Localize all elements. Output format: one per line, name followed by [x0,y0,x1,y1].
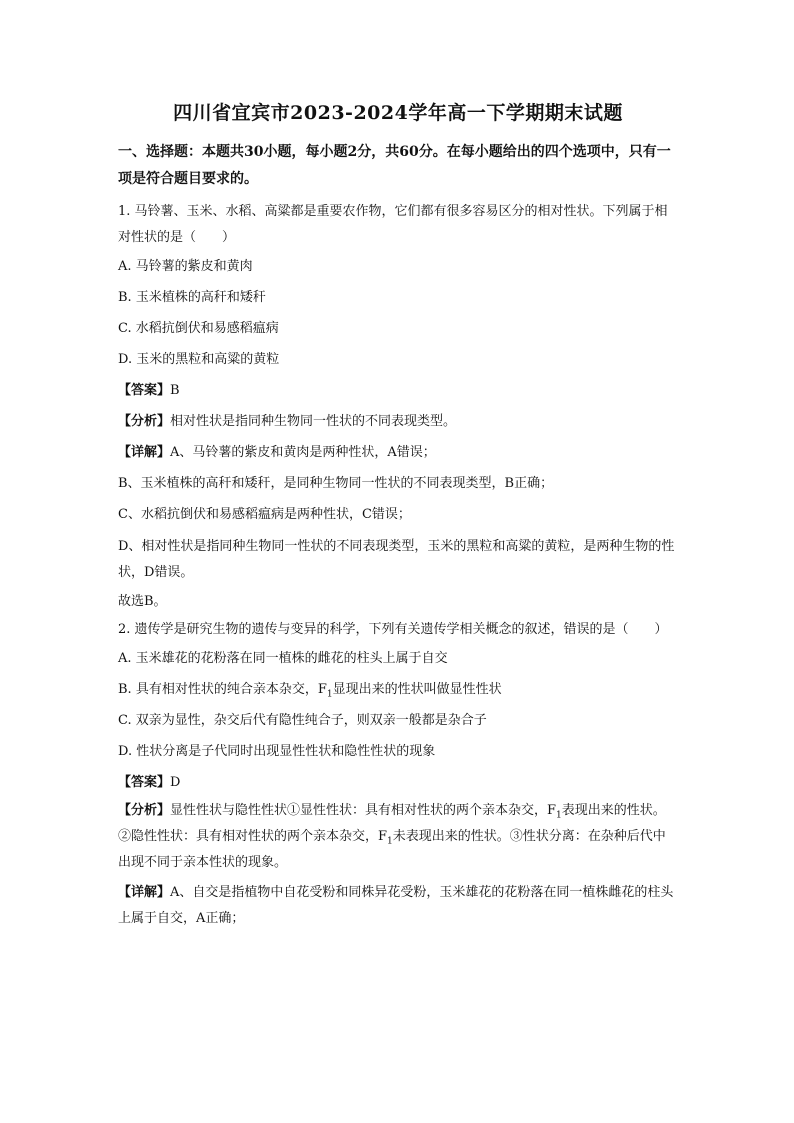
analysis-text: 显性性状与隐性性状①显性性状：具有相对性状的两个亲本杂交，F [170,803,557,818]
q2-option-d: D. 性状分离是子代同时出现显性性状和隐性性状的现象 [118,744,436,759]
analysis-text: 未表现出来的性状。③性状分离：在杂种后代中出现不同于亲本性状的现象。 [118,829,666,870]
q2-answer [118,767,678,798]
option-text: B. 具有相对性状的纯合亲本杂交，F [118,682,327,697]
question-1-stem: 1. 马铃薯、玉米、水稻、高粱都是重要农作物，它们都有很多容易区分的相对性状。下列属于相对性状的是（ ） [118,204,668,245]
page-title: 四川省宜宾市2023-2024学年高一下学期期末试题 [173,102,623,124]
subscript: 1 [556,810,562,821]
q1-analysis [118,406,678,437]
analysis-tag: 【分析】 [118,414,171,429]
question-2-stem: 2. 遗传学是研究生物的遗传与变异的科学，下列有关遗传学相关概念的叙述，错误的是（ ） [118,622,668,637]
analysis-text: 表现出来的性状。②隐性性状：具有相对性状的两个亲本杂交，F [118,803,666,844]
q2-option-b [118,674,678,705]
answer-value: D [170,775,181,790]
q1-answer [118,375,678,406]
q1-detail-c: C、水稻抗倒伏和易感稻瘟病是两种性状，C错误； [118,507,411,522]
q1-option-b: B. 玉米植株的高秆和矮秆 [118,290,266,305]
q1-conclusion: 故选B。 [118,594,167,609]
q1-option-c: C. 水稻抗倒伏和易感稻瘟病 [118,321,279,336]
q1-option-a: A. 马铃薯的紫皮和黄肉 [118,259,253,274]
q1-option-d: D. 玉米的黑粒和高粱的黄粒 [118,352,280,367]
analysis-tag: 【分析】 [118,803,171,818]
q1-detail-b: B、玉米植株的高秆和矮秆，是同种生物同一性状的不同表现类型，B正确； [118,476,554,491]
q1-detail-d: D、相对性状是指同种生物同一性状的不同表现类型，玉米的黑粒和高粱的黄粒，是两种生物的性状，D错误。 [118,539,675,580]
answer-tag: 【答案】 [118,775,171,790]
q2-detail [118,880,678,932]
section-heading: 一、选择题：本题共30小题，每小题2分，共60分。在每小题给出的四个选项中，只有一项是符合题目要求的。 [118,144,671,187]
option-text: 显现出来的性状叫做显性性状 [332,682,502,697]
detail-tag: 【详解】 [118,445,171,460]
question-1 [118,199,678,617]
analysis-text: 相对性状是指同种生物同一性状的不同表现类型。 [170,414,457,429]
detail-tag: 【详解】 [118,885,171,900]
answer-tag: 【答案】 [118,383,171,398]
q1-detail-a [118,437,678,468]
question-2 [118,617,678,932]
document-page [118,98,678,932]
q2-option-c: C. 双亲为显性，杂交后代有隐性纯合子，则双亲一般都是杂合子 [118,713,487,728]
q2-option-a: A. 玉米雄花的花粉落在同一植株的雌花的柱头上属于自交 [118,651,448,666]
q2-analysis [118,798,678,876]
answer-value: B [170,383,180,398]
subscript: 1 [326,689,333,700]
detail-text: A、自交是指植物中自花受粉和同株异花受粉，玉米雄花的花粉落在同一植株雌花的柱头上属于自交，A正确； [118,885,674,926]
detail-text: A、马铃薯的紫皮和黄肉是两种性状，A错误； [170,445,436,460]
subscript: 1 [387,836,393,847]
